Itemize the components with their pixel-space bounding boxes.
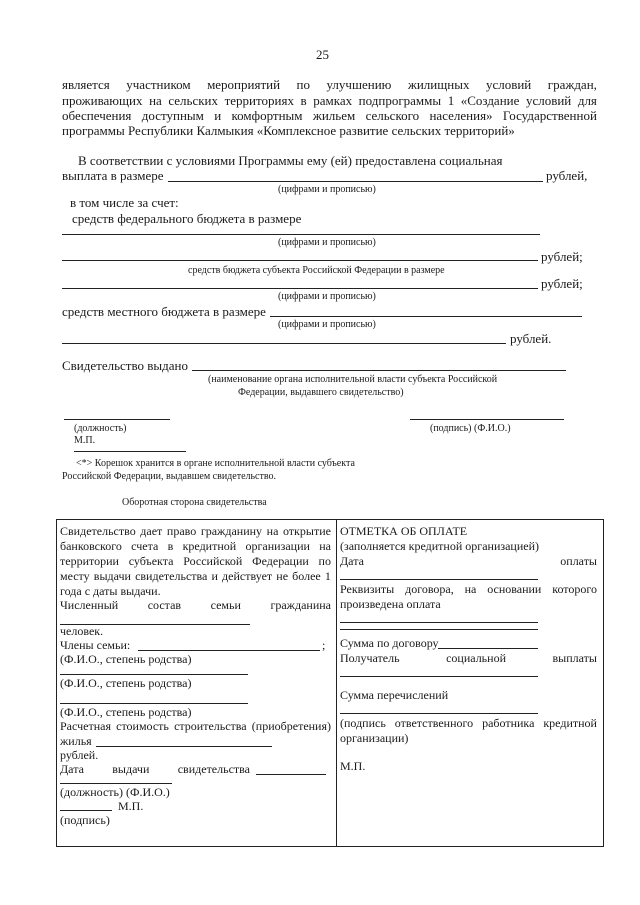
figures-caption: (цифрами и прописью)	[278, 237, 376, 248]
contract-sum-label: Сумма по договору	[340, 636, 439, 650]
word: работника	[482, 716, 535, 730]
word: в	[300, 93, 307, 108]
local-amount-field[interactable]	[270, 316, 582, 317]
word: свидетельства	[177, 762, 250, 776]
word: на	[149, 93, 162, 108]
word: сельского	[365, 108, 420, 123]
rubles-label: рублей,	[546, 168, 588, 183]
word: условий	[485, 77, 532, 92]
word: месту	[60, 569, 90, 583]
word: Российской	[183, 554, 243, 568]
rubles-label: рублей;	[541, 249, 583, 264]
organization-caption: организации)	[340, 731, 409, 745]
rights-line-1	[60, 525, 331, 538]
word: сельских	[168, 93, 219, 108]
word: является	[62, 77, 110, 92]
word: проживающих	[62, 93, 143, 108]
figures-caption: (цифрами и прописью)	[278, 184, 376, 195]
word: право	[166, 524, 197, 538]
authority-caption-1: (наименование органа исполнительной власти субъекта Российской	[208, 374, 498, 385]
intro-line-1	[62, 78, 597, 92]
word: территориях	[224, 93, 294, 108]
footnote-line-1: <*> Корешок хранится в органе исполнительной власти субъекта	[76, 458, 355, 469]
word: кредитной	[543, 716, 597, 730]
word: выплаты	[552, 651, 597, 665]
word: субъекта	[128, 554, 174, 568]
semicolon: ;	[322, 638, 326, 652]
word: доступным	[141, 108, 204, 123]
estimated-cost-field[interactable]	[96, 746, 272, 747]
word: оплаты	[560, 554, 597, 568]
word: банковского	[60, 539, 122, 553]
word: на	[319, 539, 331, 553]
authority-caption-2: Федерации, выдавшего свидетельство)	[238, 387, 404, 398]
word: жилищных	[407, 77, 470, 92]
word: Государственной	[502, 108, 597, 123]
transfer-sum-field[interactable]	[340, 713, 538, 714]
housing-label: жилья	[60, 734, 92, 748]
word: счета	[131, 539, 159, 553]
word: для	[577, 93, 597, 108]
payment-label: выплата в размере	[62, 168, 164, 183]
word: строительства	[174, 719, 247, 733]
rights-line-2	[60, 540, 331, 553]
payment-made-label: произведена оплата	[340, 597, 441, 611]
word: Дата	[60, 762, 84, 776]
word: которого	[552, 582, 597, 596]
page-number: 25	[316, 47, 329, 62]
word: гражданина	[270, 598, 331, 612]
column-divider	[336, 519, 337, 846]
intro-line-3	[62, 109, 597, 123]
seal-label: М.П.	[74, 435, 96, 446]
cost-rubles-label: рублей.	[60, 748, 99, 762]
issue-date-field[interactable]	[256, 774, 326, 775]
word: Дата	[340, 554, 364, 568]
official-position-field[interactable]	[60, 783, 172, 784]
word: (приобретения)	[251, 719, 331, 733]
family-members-field[interactable]	[138, 650, 320, 651]
rights-line-5: года с даты выдачи.	[60, 584, 161, 598]
word: «Создание	[460, 93, 520, 108]
word: по	[318, 554, 331, 568]
rights-line-3	[60, 555, 331, 568]
word: Численный	[60, 598, 119, 612]
word: территории	[60, 554, 119, 568]
intro-line-4: программы Республики Калмыкия «Комплексное развитие сельских территорий»	[62, 123, 515, 138]
transfer-sum-label: Сумма перечислений	[340, 688, 449, 702]
local-amount-field-2[interactable]	[62, 343, 506, 344]
footnote-line-2: Российской Федерации, выдавшем свидетельство.	[62, 471, 277, 482]
including-label: в том числе за счет:	[70, 195, 179, 210]
subject-budget-label: средств бюджета субъекта Российской Федерации в размере	[188, 265, 445, 276]
relation-caption: (Ф.И.О., степень родства)	[60, 652, 192, 666]
word: на	[266, 524, 279, 538]
reverse-side-title: Оборотная сторона свидетельства	[122, 497, 267, 508]
word: Расчетная	[60, 719, 111, 733]
word: мероприятий	[207, 77, 281, 92]
recipient-field[interactable]	[340, 676, 538, 677]
federal-amount-field[interactable]	[62, 234, 540, 235]
word: стоимость	[116, 719, 169, 733]
member-field-2[interactable]	[60, 674, 248, 675]
word: граждан,	[547, 77, 597, 92]
figures-caption: (цифрами и прописью)	[278, 319, 376, 330]
figures-caption: (цифрами и прописью)	[278, 291, 376, 302]
intro-line-2	[62, 94, 597, 108]
word: Свидетельство	[60, 524, 136, 538]
word: Реквизиты	[340, 582, 395, 596]
word: открытие	[282, 524, 331, 538]
word: более	[292, 569, 321, 583]
federal-budget-label: средств федерального бюджета в размере	[72, 211, 302, 226]
word: и	[211, 569, 218, 583]
payment-mark-subtitle: (заполняется кредитной организацией)	[340, 539, 540, 553]
word: свидетельства	[135, 569, 208, 583]
word: обеспечения	[62, 108, 132, 123]
local-budget-label: средств местного бюджета в размере	[62, 304, 266, 319]
word: выдачи	[93, 569, 131, 583]
word: условий	[525, 93, 572, 108]
word: действует	[222, 569, 273, 583]
issuing-authority-field[interactable]	[192, 370, 566, 371]
seal-label: М.П.	[118, 799, 144, 813]
word: договора,	[405, 582, 454, 596]
word: не	[276, 569, 289, 583]
payment-amount-field[interactable]	[168, 181, 543, 182]
word: гражданину	[200, 524, 263, 538]
estimated-cost-label	[60, 720, 331, 733]
recipient-label	[340, 652, 597, 665]
relation-caption: (Ф.И.О., степень родства)	[60, 676, 192, 690]
federal-amount-field-2[interactable]	[62, 260, 538, 261]
rubles-label: рублей.	[510, 331, 552, 346]
position-caption: (должность)	[74, 423, 127, 434]
bank-signature-caption	[340, 717, 597, 730]
word: основании	[487, 582, 542, 596]
word: жильем	[312, 108, 356, 123]
word: выдачи	[112, 762, 150, 776]
word: Федерации	[252, 554, 309, 568]
family-members-label: Члены семьи:	[60, 638, 131, 652]
word: комфортным	[231, 108, 303, 123]
word: состав	[147, 598, 182, 612]
word: семьи	[210, 598, 241, 612]
contract-requisites-label	[340, 583, 597, 596]
position-name-caption: (должность) (Ф.И.О.)	[60, 785, 170, 799]
contract-sum-field[interactable]	[438, 648, 538, 649]
word: населения»	[429, 108, 493, 123]
payment-date-field[interactable]	[340, 579, 538, 580]
footnote-separator	[74, 451, 186, 452]
word: ответственного	[394, 716, 474, 730]
payment-line-1: В соответствии с условиями Программы ему (ей) предоставлена социальная	[78, 153, 503, 168]
subject-amount-field[interactable]	[62, 288, 538, 289]
word: 1	[447, 93, 455, 108]
contract-requisites-field[interactable]	[340, 622, 538, 623]
position-field[interactable]	[64, 419, 170, 420]
bank-seal-label: М.П.	[340, 759, 366, 773]
word: Получатель	[340, 651, 400, 665]
word: организации	[245, 539, 310, 553]
signature-field[interactable]	[410, 419, 564, 420]
family-size-label	[60, 599, 331, 612]
word: кредитной	[182, 539, 237, 553]
word: 1	[324, 569, 331, 583]
word: социальной	[446, 651, 506, 665]
word: на	[464, 582, 477, 596]
word: дает	[140, 524, 163, 538]
word: по	[296, 77, 311, 92]
word: и	[214, 108, 222, 123]
rubles-label: рублей;	[541, 276, 583, 291]
issue-date-label	[60, 763, 250, 776]
official-signature-field[interactable]	[60, 810, 112, 811]
member-field-3[interactable]	[60, 703, 248, 704]
word: подпрограммы	[358, 93, 442, 108]
word: рамках	[313, 93, 353, 108]
word: участником	[126, 77, 191, 92]
word: улучшению	[326, 77, 392, 92]
payment-mark-title: ОТМЕТКА ОБ ОПЛАТЕ	[340, 524, 468, 538]
signature-caption: (подпись)	[60, 813, 110, 827]
certificate-issued-label: Свидетельство выдано	[62, 358, 188, 373]
word: в	[167, 539, 174, 553]
rights-line-4	[60, 570, 331, 583]
signature-caption: (подпись) (Ф.И.О.)	[430, 423, 511, 434]
contract-requisites-field-2[interactable]	[340, 629, 538, 630]
persons-label: человек.	[60, 624, 104, 638]
payment-date-label	[340, 555, 597, 568]
relation-caption: (Ф.И.О., степень родства)	[60, 705, 192, 719]
word: (подпись	[340, 716, 386, 730]
